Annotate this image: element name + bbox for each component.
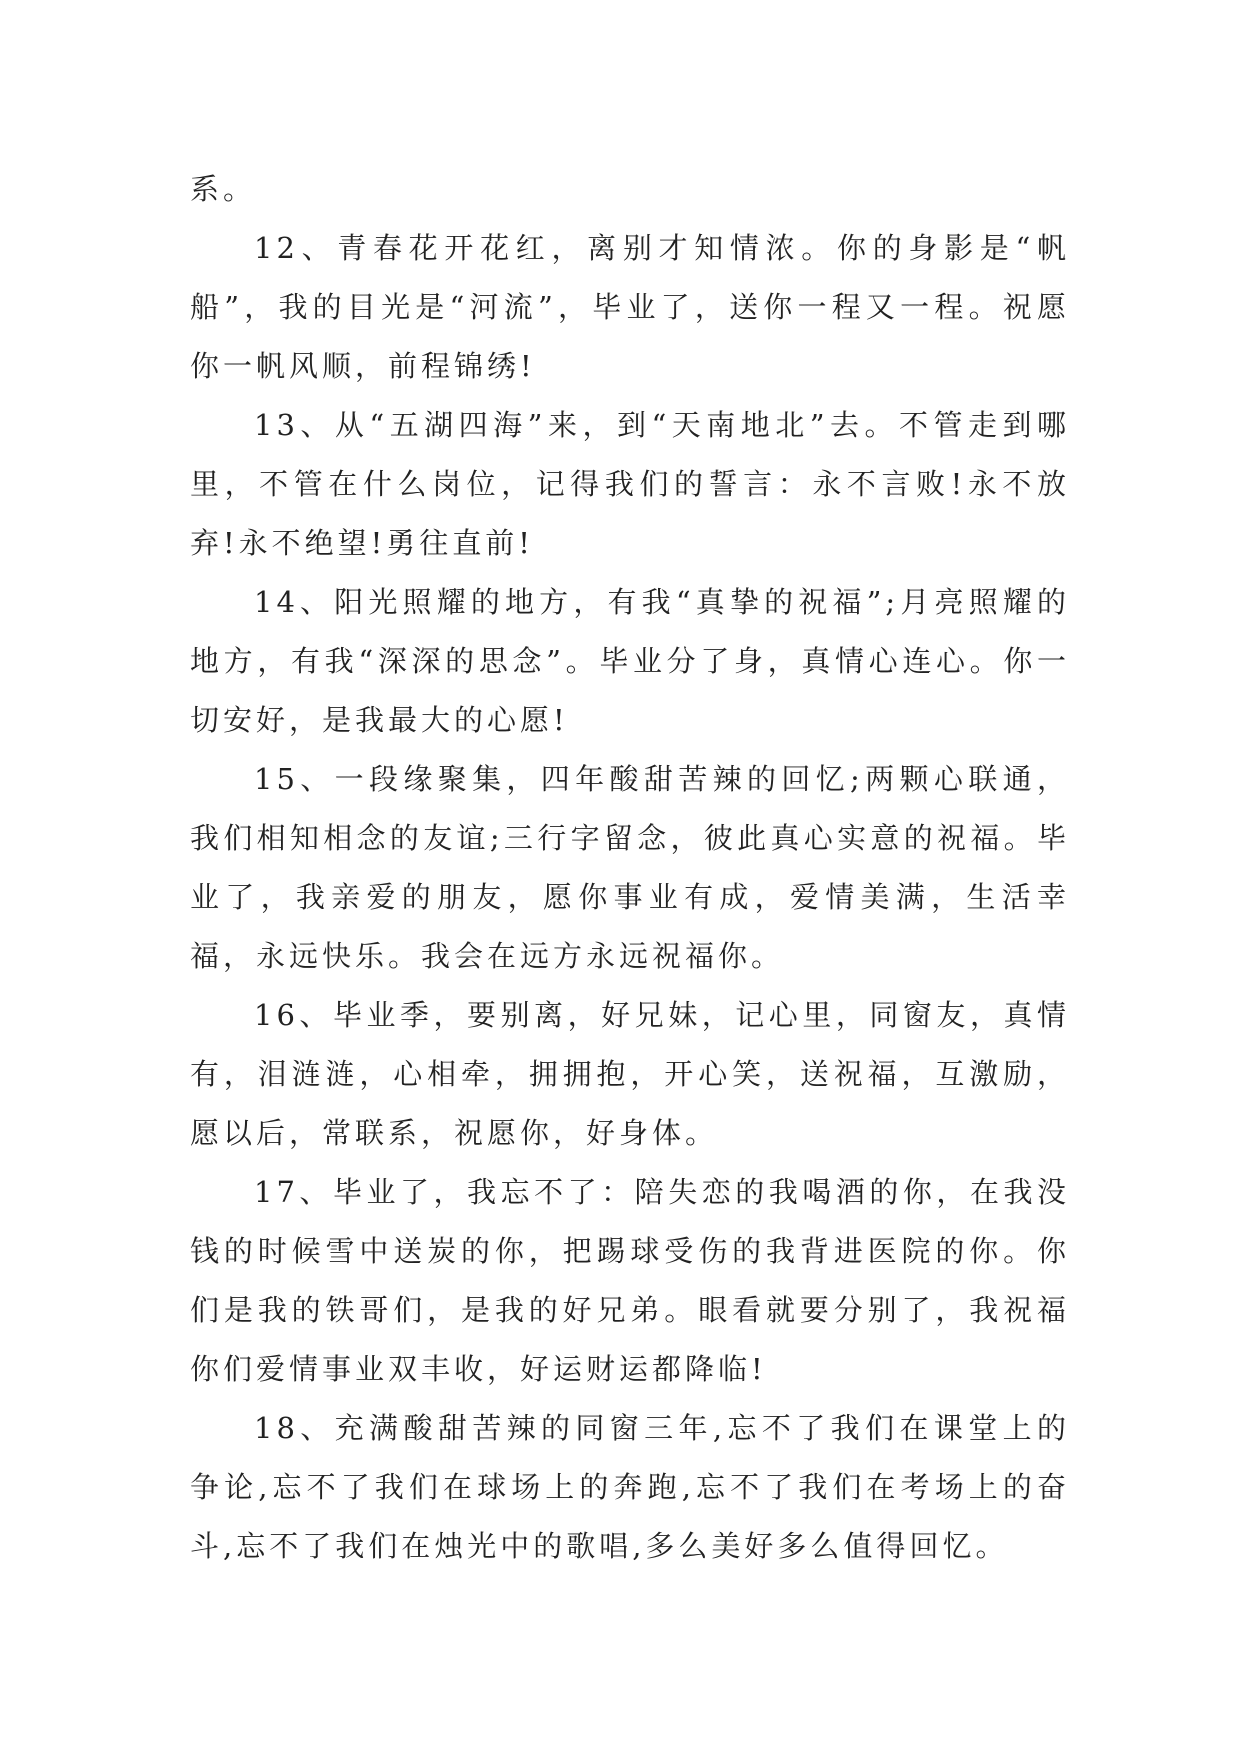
paragraph-16: 16、毕业季，要别离，好兄妹，记心里，同窗友，真情有，泪涟涟，心相牵，拥拥抱，开心笑，送祝福，互激励，愿以后，常联系，祝愿你，好身体。 (190, 998, 1070, 1150)
paragraph-18: 18、充满酸甜苦辣的同窗三年,忘不了我们在课堂上的争论,忘不了我们在球场上的奔跑,忘不了我们在考场上的奋斗,忘不了我们在烛光中的歌唱,多么美好多么值得回忆。 (190, 1411, 1070, 1563)
paragraph-17: 17、毕业了，我忘不了：陪失恋的我喝酒的你，在我没钱的时候雪中送炭的你，把踢球受伤的我背进医院的你。你们是我的铁哥们，是我的好兄弟。眼看就要分别了，我祝福你们爱情事业双丰收，好运财运都降临! (190, 1175, 1070, 1386)
paragraph-15: 15、一段缘聚集，四年酸甜苦辣的回忆;两颗心联通，我们相知相念的友谊;三行字留念，彼此真心实意的祝福。毕业了，我亲爱的朋友，愿你事业有成，爱情美满，生活幸福，永远快乐。我会在远方永远祝福你。 (190, 762, 1070, 973)
paragraph-14: 14、阳光照耀的地方，有我“真挚的祝福”;月亮照耀的地方，有我“深深的思念”。毕业分了身，真情心连心。你一切安好，是我最大的心愿! (190, 585, 1070, 737)
paragraph-13: 13、从“五湖四海”来，到“天南地北”去。不管走到哪里，不管在什么岗位，记得我们的誓言：永不言败!永不放弃!永不绝望!勇往直前! (190, 408, 1070, 560)
paragraph-continuation: 系。 (190, 172, 257, 206)
paragraph-12: 12、青春花开花红，离别才知情浓。你的身影是“帆船”，我的目光是“河流”，毕业了，送你一程又一程。祝愿你一帆风顺，前程锦绣! (190, 231, 1070, 383)
document-body (190, 160, 1070, 1576)
